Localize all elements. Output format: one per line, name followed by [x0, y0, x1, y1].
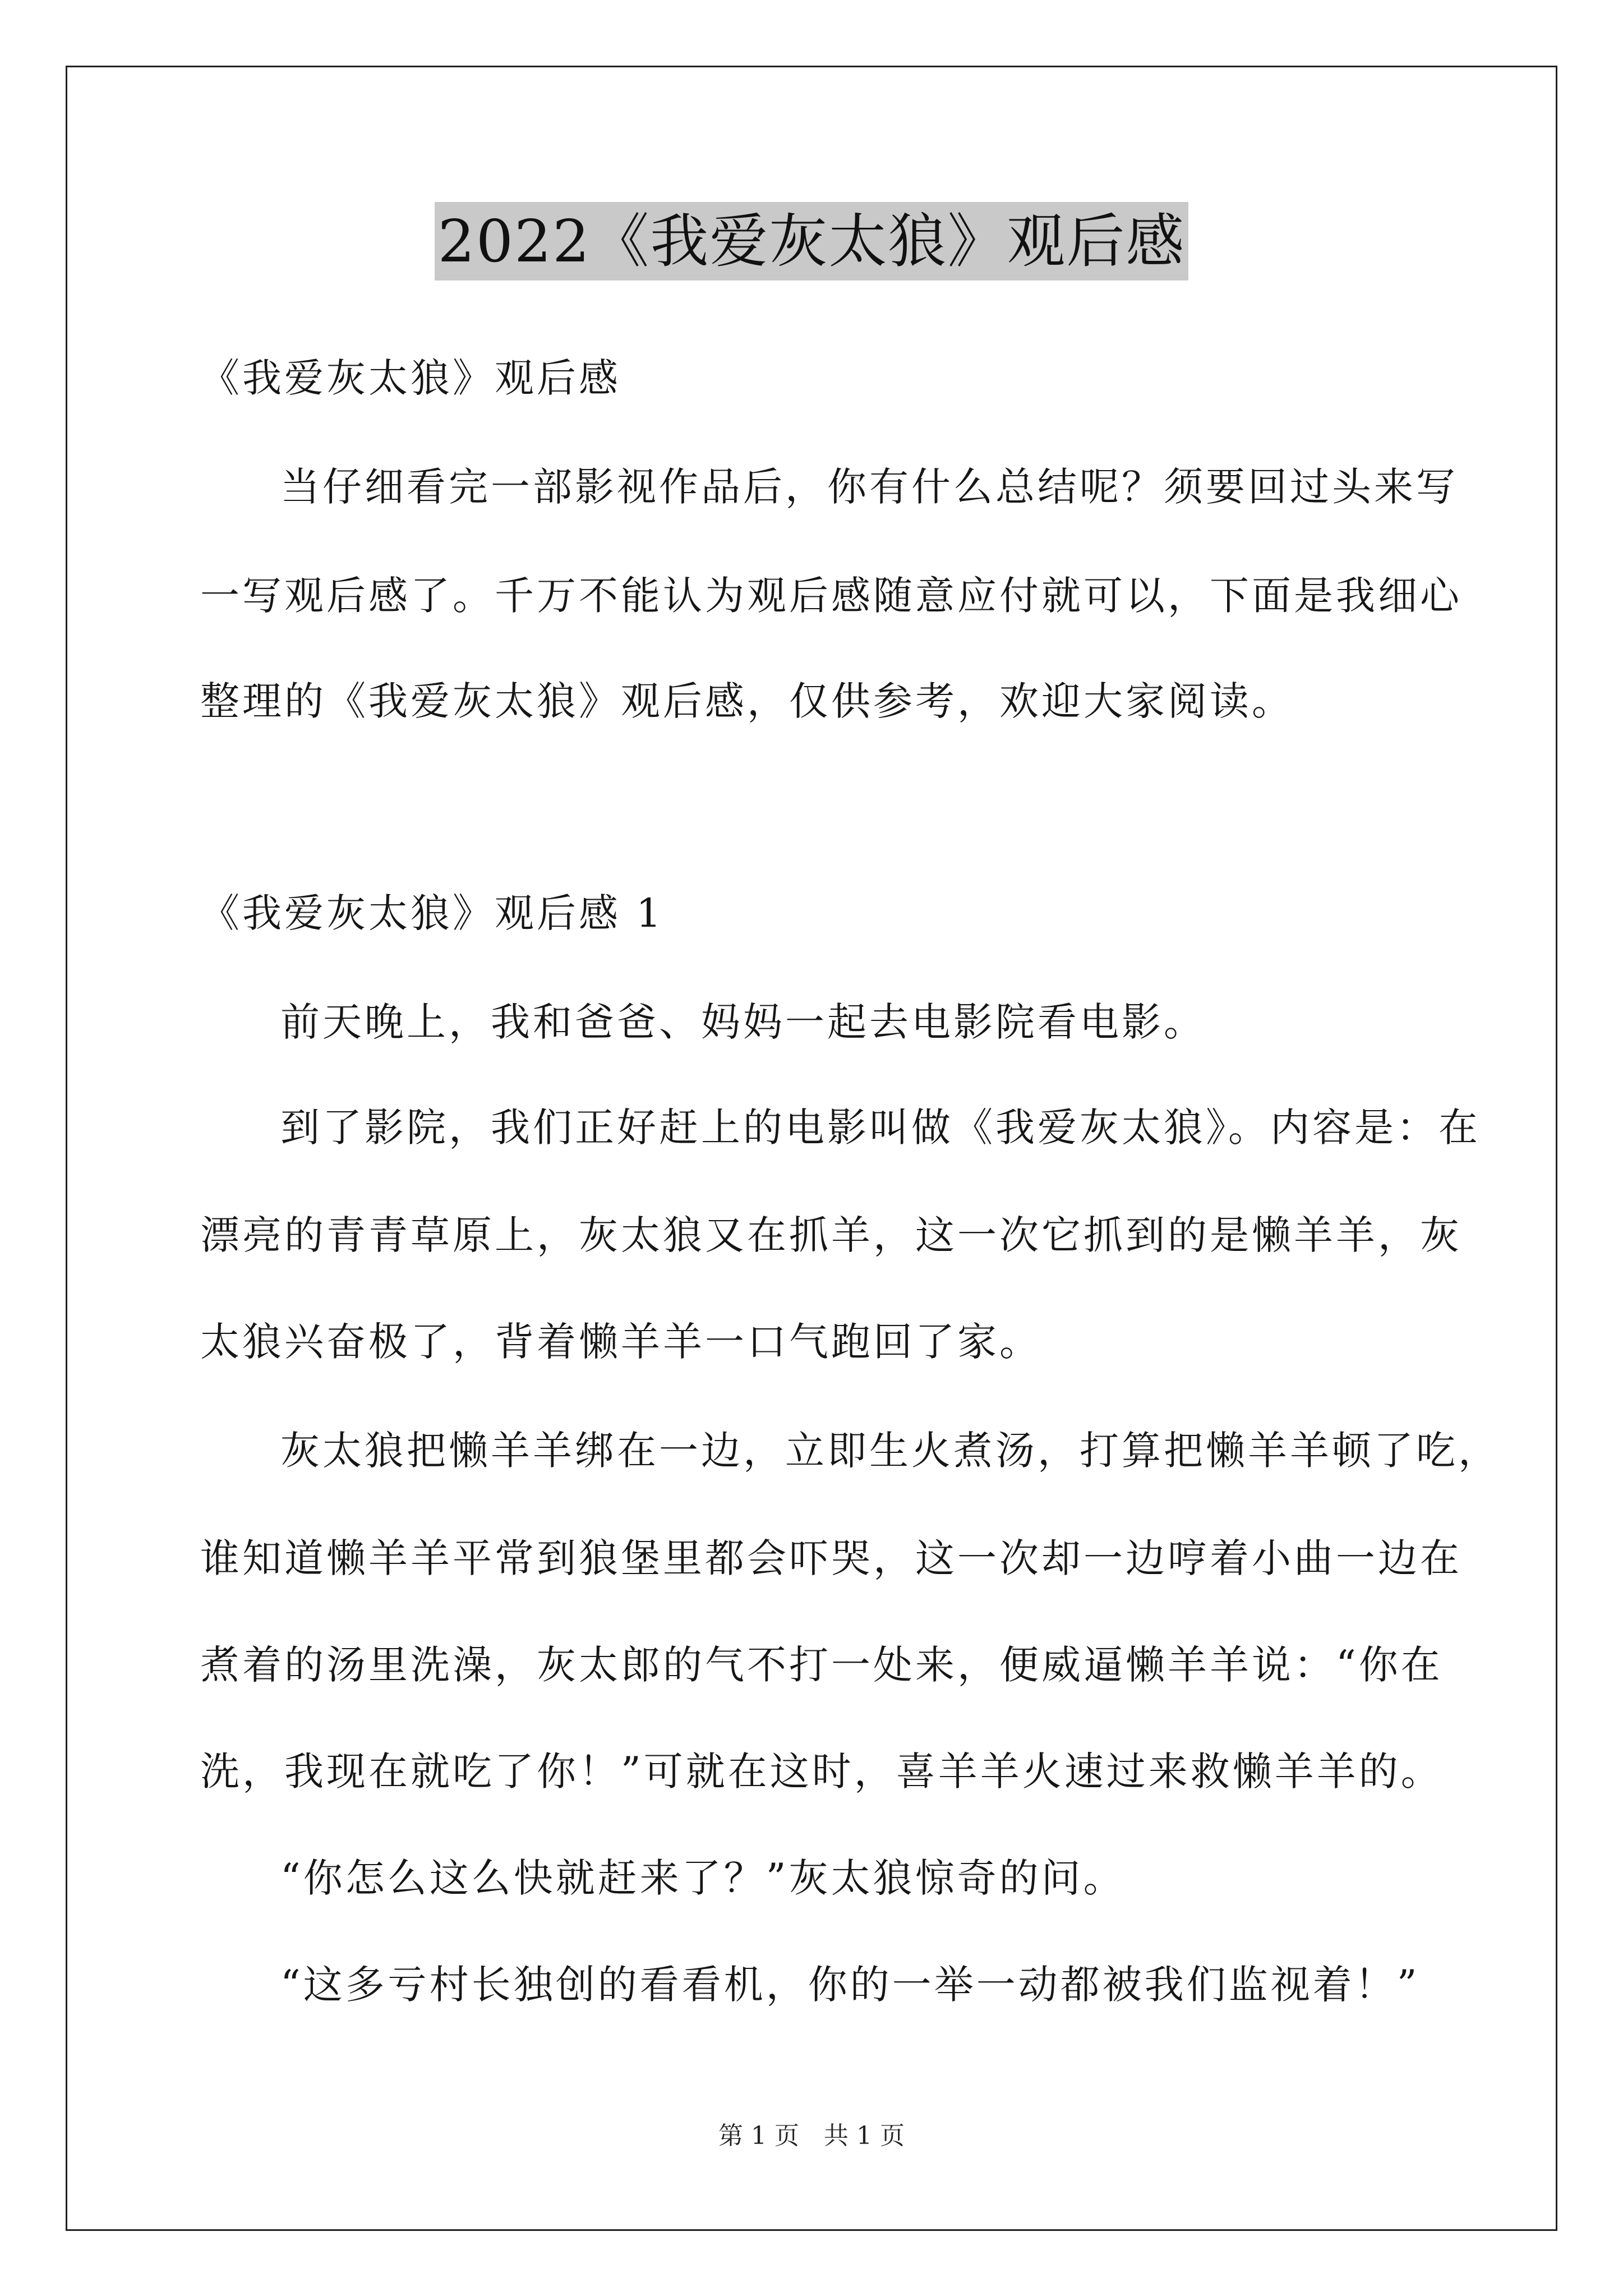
paragraph-line: 灰太狼把懒羊羊绑在一边，立即生火煮汤，打算把懒羊羊顿了吃， — [280, 1428, 1500, 1474]
paragraph-line: 到了影院，我们正好赶上的电影叫做《我爱灰太狼》。内容是：在 — [280, 1105, 1481, 1151]
page-footer: 第 1 页 共 1 页 — [718, 2122, 905, 2150]
paragraph-line: 漂亮的青青草原上，灰太狼又在抓羊，这一次它抓到的是懒羊羊，灰 — [200, 1212, 1462, 1258]
paragraph-line: 前天晚上，我和爸爸、妈妈一起去电影院看电影。 — [280, 999, 1206, 1045]
paragraph-line: 煮着的汤里洗澡，灰太郎的气不打一处来，便威逼懒羊羊说：“你在 — [200, 1642, 1443, 1688]
paragraph-line: 整理的《我爱灰太狼》观后感，仅供参考，欢迎大家阅读。 — [200, 678, 1294, 724]
paragraph-line: 谁知道懒羊羊平常到狼堡里都会吓哭，这一次却一边哼着小曲一边在 — [200, 1535, 1462, 1581]
title-container — [0, 202, 1623, 280]
section-heading-1: 《我爱灰太狼》观后感 1 — [200, 890, 664, 936]
document-title: 2022《我爱灰太狼》观后感 — [435, 202, 1189, 280]
paragraph-line: “这多亏村长独创的看看机，你的一举一动都被我们监视着！” — [280, 1962, 1420, 2008]
paragraph-line: 当仔细看完一部影视作品后，你有什么总结呢？须要回过头来写 — [280, 464, 1458, 510]
paragraph-line: 洗，我现在就吃了你！”可就在这时，喜羊羊火速过来救懒羊羊的。 — [200, 1749, 1443, 1795]
paragraph-line: 太狼兴奋极了，背着懒羊羊一口气跑回了家。 — [200, 1319, 1041, 1365]
paragraph-line: “你怎么这么快就赶来了？”灰太狼惊奇的问。 — [280, 1855, 1126, 1901]
paragraph-line: 一写观后感了。千万不能认为观后感随意应付就可以，下面是我细心 — [200, 573, 1462, 619]
section-heading-intro: 《我爱灰太狼》观后感 — [200, 355, 621, 401]
